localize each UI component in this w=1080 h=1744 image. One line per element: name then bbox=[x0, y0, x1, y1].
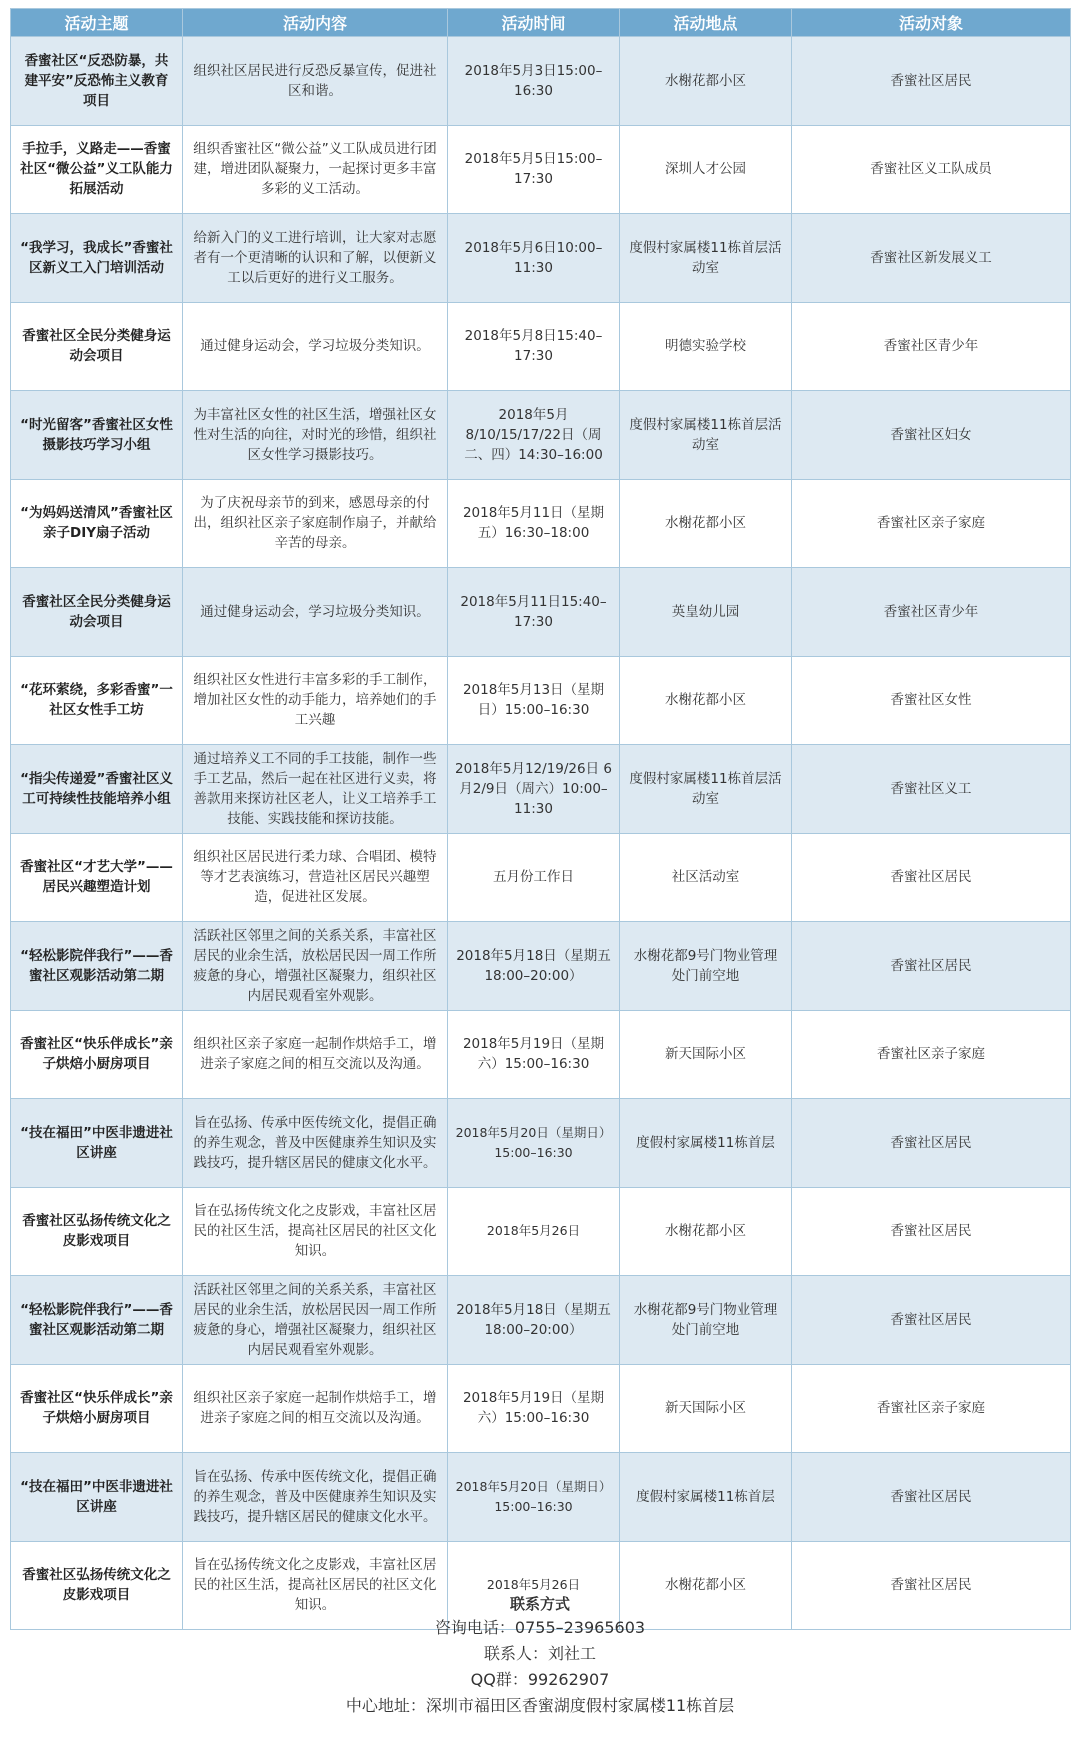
table-header-row bbox=[11, 9, 1071, 37]
cell-target: 香蜜社区青少年 bbox=[792, 302, 1071, 391]
cell-place: 度假村家属楼11栋首层活动室 bbox=[620, 214, 792, 303]
cell-time: 2018年5月12/19/26日 6月2/9日（周六）10:00–11:30 bbox=[448, 745, 620, 834]
cell-target: 香蜜社区居民 bbox=[792, 37, 1071, 126]
cell-place: 水榭花都9号门物业管理处门前空地 bbox=[620, 1276, 792, 1365]
cell-place: 水榭花都小区 bbox=[620, 479, 792, 568]
cell-content: 旨在弘扬、传承中医传统文化，提倡正确的养生观念，普及中医健康养生知识及实践技巧，提升辖区居民的健康文化水平。 bbox=[183, 1453, 448, 1542]
contact-qq: QQ群：99262907 bbox=[470, 1670, 610, 1689]
cell-time: 2018年5月11日15:40–17:30 bbox=[448, 568, 620, 657]
cell-topic: 香蜜社区全民分类健身运动会项目 bbox=[11, 302, 183, 391]
cell-topic: “花环萦绕，多彩香蜜”一社区女性手工坊 bbox=[11, 656, 183, 745]
cell-time: 2018年5月18日（星期五18:00–20:00） bbox=[448, 922, 620, 1011]
cell-content: 组织社区亲子家庭一起制作烘焙手工，增进亲子家庭之间的相互交流以及沟通。 bbox=[183, 1010, 448, 1099]
contact-person: 联系人：刘社工 bbox=[483, 1644, 596, 1663]
cell-time: 2018年5月6日10:00–11:30 bbox=[448, 214, 620, 303]
cell-time: 2018年5月13日（星期日）15:00–16:30 bbox=[448, 656, 620, 745]
cell-place: 度假村家属楼11栋首层活动室 bbox=[620, 745, 792, 834]
header-topic: 活动主题 bbox=[11, 9, 183, 37]
cell-target: 香蜜社区居民 bbox=[792, 922, 1071, 1011]
cell-time: 2018年5月3日15:00–16:30 bbox=[448, 37, 620, 126]
cell-content: 活跃社区邻里之间的关系关系，丰富社区居民的业余生活，放松居民因一周工作所疲惫的身心，增强社区凝聚力，组织社区内居民观看室外观影。 bbox=[183, 922, 448, 1011]
table-row bbox=[11, 302, 1071, 391]
cell-time: 2018年5月19日（星期六）15:00–16:30 bbox=[448, 1010, 620, 1099]
cell-content: 旨在弘扬传统文化之皮影戏，丰富社区居民的社区生活，提高社区居民的社区文化知识。 bbox=[183, 1187, 448, 1276]
cell-time: 2018年5月20日（星期日）15:00–16:30 bbox=[448, 1453, 620, 1542]
cell-place: 深圳人才公园 bbox=[620, 125, 792, 214]
cell-time: 2018年5月8/10/15/17/22日（周二、四）14:30–16:00 bbox=[448, 391, 620, 480]
cell-topic: 香蜜社区弘扬传统文化之皮影戏项目 bbox=[11, 1541, 183, 1630]
cell-target: 香蜜社区亲子家庭 bbox=[792, 1010, 1071, 1099]
cell-place: 水榭花都小区 bbox=[620, 1541, 792, 1630]
cell-time: 2018年5月8日15:40–17:30 bbox=[448, 302, 620, 391]
cell-place: 水榭花都小区 bbox=[620, 1187, 792, 1276]
contact-address: 中心地址：深圳市福田区香蜜湖度假村家属楼11栋首层 bbox=[345, 1696, 735, 1715]
cell-place: 新天国际小区 bbox=[620, 1010, 792, 1099]
cell-place: 水榭花都9号门物业管理处门前空地 bbox=[620, 922, 792, 1011]
cell-place: 水榭花都小区 bbox=[620, 37, 792, 126]
table-row bbox=[11, 656, 1071, 745]
cell-content: 给新入门的义工进行培训，让大家对志愿者有一个更清晰的认识和了解，以便新义工以后更好的进行义工服务。 bbox=[183, 214, 448, 303]
cell-target: 香蜜社区居民 bbox=[792, 833, 1071, 922]
cell-target: 香蜜社区义工 bbox=[792, 745, 1071, 834]
cell-target: 香蜜社区居民 bbox=[792, 1453, 1071, 1542]
cell-target: 香蜜社区亲子家庭 bbox=[792, 1364, 1071, 1453]
header-target: 活动对象 bbox=[792, 9, 1071, 37]
cell-place: 新天国际小区 bbox=[620, 1364, 792, 1453]
cell-topic: “技在福田”中医非遗进社区讲座 bbox=[11, 1453, 183, 1542]
cell-topic: 香蜜社区“快乐伴成长”亲子烘焙小厨房项目 bbox=[11, 1010, 183, 1099]
cell-time: 2018年5月26日 bbox=[448, 1187, 620, 1276]
table-row bbox=[11, 1187, 1071, 1276]
cell-content: 组织社区居民进行柔力球、合唱团、模特等才艺表演练习，营造社区居民兴趣塑造，促进社区发展。 bbox=[183, 833, 448, 922]
cell-topic: “时光留客”香蜜社区女性摄影技巧学习小组 bbox=[11, 391, 183, 480]
cell-place: 度假村家属楼11栋首层 bbox=[620, 1453, 792, 1542]
cell-target: 香蜜社区新发展义工 bbox=[792, 214, 1071, 303]
table-row bbox=[11, 1364, 1071, 1453]
table-row bbox=[11, 1276, 1071, 1365]
cell-content: 组织社区居民进行反恐反暴宣传，促进社区和谐。 bbox=[183, 37, 448, 126]
table-row bbox=[11, 1453, 1071, 1542]
cell-time: 2018年5月26日 bbox=[448, 1541, 620, 1630]
cell-topic: 香蜜社区“才艺大学”——居民兴趣塑造计划 bbox=[11, 833, 183, 922]
cell-content: 通过培养义工不同的手工技能，制作一些手工艺品，然后一起在社区进行义卖，将善款用来探访社区老人，让义工培养手工技能、实践技能和探访技能。 bbox=[183, 745, 448, 834]
header-place: 活动地点 bbox=[620, 9, 792, 37]
table-row bbox=[11, 1099, 1071, 1188]
cell-target: 香蜜社区青少年 bbox=[792, 568, 1071, 657]
cell-time: 2018年5月19日（星期六）15:00–16:30 bbox=[448, 1364, 620, 1453]
table-row bbox=[11, 1010, 1071, 1099]
cell-target: 香蜜社区女性 bbox=[792, 656, 1071, 745]
cell-place: 水榭花都小区 bbox=[620, 656, 792, 745]
table-row bbox=[11, 833, 1071, 922]
activity-schedule-table bbox=[10, 8, 1071, 1630]
cell-place: 度假村家属楼11栋首层活动室 bbox=[620, 391, 792, 480]
table-row bbox=[11, 125, 1071, 214]
cell-topic: 香蜜社区“反恐防暴，共建平安”反恐怖主义教育项目 bbox=[11, 37, 183, 126]
cell-content: 通过健身运动会，学习垃圾分类知识。 bbox=[183, 568, 448, 657]
cell-content: 旨在弘扬传统文化之皮影戏，丰富社区居民的社区生活，提高社区居民的社区文化知识。 bbox=[183, 1541, 448, 1630]
cell-topic: “为妈妈送清风”香蜜社区亲子DIY扇子活动 bbox=[11, 479, 183, 568]
contact-title: 联系方式 bbox=[509, 1595, 570, 1613]
cell-target: 香蜜社区居民 bbox=[792, 1541, 1071, 1630]
cell-content: 组织香蜜社区“微公益”义工队成员进行团建，增进团队凝聚力，一起探讨更多丰富多彩的义工活动。 bbox=[183, 125, 448, 214]
cell-topic: 手拉手，义路走——香蜜社区“微公益”义工队能力拓展活动 bbox=[11, 125, 183, 214]
table-row bbox=[11, 214, 1071, 303]
cell-place: 明德实验学校 bbox=[620, 302, 792, 391]
cell-content: 旨在弘扬、传承中医传统文化，提倡正确的养生观念，普及中医健康养生知识及实践技巧，提升辖区居民的健康文化水平。 bbox=[183, 1099, 448, 1188]
cell-place: 社区活动室 bbox=[620, 833, 792, 922]
cell-target: 香蜜社区义工队成员 bbox=[792, 125, 1071, 214]
cell-time: 2018年5月11日（星期五）16:30–18:00 bbox=[448, 479, 620, 568]
cell-topic: 香蜜社区“快乐伴成长”亲子烘焙小厨房项目 bbox=[11, 1364, 183, 1453]
contact-section bbox=[10, 1593, 1070, 1738]
cell-place: 度假村家属楼11栋首层 bbox=[620, 1099, 792, 1188]
cell-time: 2018年5月20日（星期日）15:00–16:30 bbox=[448, 1099, 620, 1188]
cell-target: 香蜜社区居民 bbox=[792, 1099, 1071, 1188]
table-row bbox=[11, 391, 1071, 480]
table-row bbox=[11, 568, 1071, 657]
cell-content: 通过健身运动会，学习垃圾分类知识。 bbox=[183, 302, 448, 391]
cell-content: 为了庆祝母亲节的到来，感恩母亲的付出，组织社区亲子家庭制作扇子，并献给辛苦的母亲。 bbox=[183, 479, 448, 568]
cell-content: 为丰富社区女性的社区生活，增强社区女性对生活的向往，对时光的珍惜，组织社区女性学习摄影技巧。 bbox=[183, 391, 448, 480]
cell-place: 英皇幼儿园 bbox=[620, 568, 792, 657]
cell-target: 香蜜社区居民 bbox=[792, 1187, 1071, 1276]
cell-topic: 香蜜社区弘扬传统文化之皮影戏项目 bbox=[11, 1187, 183, 1276]
cell-time: 2018年5月18日（星期五18:00–20:00） bbox=[448, 1276, 620, 1365]
table-row bbox=[11, 37, 1071, 126]
table-row bbox=[11, 479, 1071, 568]
cell-time: 2018年5月5日15:00–17:30 bbox=[448, 125, 620, 214]
cell-topic: 香蜜社区全民分类健身运动会项目 bbox=[11, 568, 183, 657]
cell-target: 香蜜社区居民 bbox=[792, 1276, 1071, 1365]
cell-content: 活跃社区邻里之间的关系关系，丰富社区居民的业余生活，放松居民因一周工作所疲惫的身心，增强社区凝聚力，组织社区内居民观看室外观影。 bbox=[183, 1276, 448, 1365]
cell-topic: “轻松影院伴我行”——香蜜社区观影活动第二期 bbox=[11, 1276, 183, 1365]
cell-time: 五月份工作日 bbox=[448, 833, 620, 922]
header-content: 活动内容 bbox=[183, 9, 448, 37]
cell-topic: “我学习，我成长”香蜜社区新义工入门培训活动 bbox=[11, 214, 183, 303]
cell-target: 香蜜社区亲子家庭 bbox=[792, 479, 1071, 568]
cell-content: 组织社区亲子家庭一起制作烘焙手工，增进亲子家庭之间的相互交流以及沟通。 bbox=[183, 1364, 448, 1453]
header-time: 活动时间 bbox=[448, 9, 620, 37]
cell-topic: “技在福田”中医非遗进社区讲座 bbox=[11, 1099, 183, 1188]
cell-topic: “指尖传递爱”香蜜社区义工可持续性技能培养小组 bbox=[11, 745, 183, 834]
table-row bbox=[11, 745, 1071, 834]
contact-phone: 咨询电话：0755–23965603 bbox=[434, 1618, 646, 1637]
cell-target: 香蜜社区妇女 bbox=[792, 391, 1071, 480]
cell-topic: “轻松影院伴我行”——香蜜社区观影活动第二期 bbox=[11, 922, 183, 1011]
table-row bbox=[11, 922, 1071, 1011]
cell-content: 组织社区女性进行丰富多彩的手工制作，增加社区女性的动手能力，培养她们的手工兴趣 bbox=[183, 656, 448, 745]
